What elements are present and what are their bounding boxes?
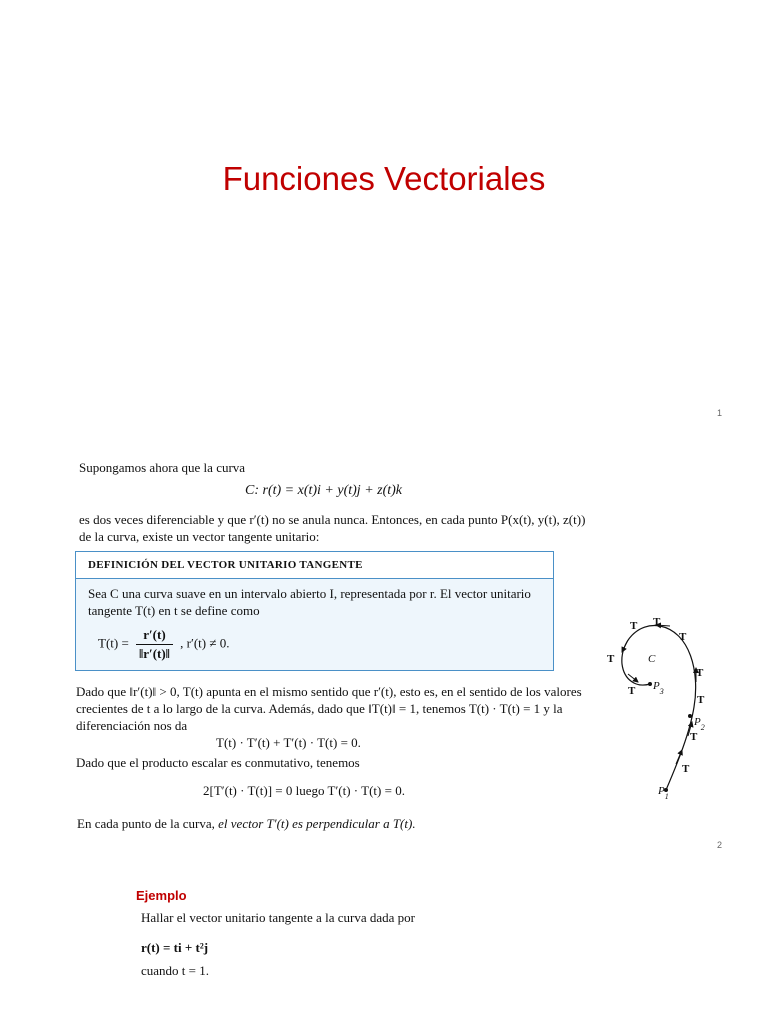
definition-text: Sea C una curva suave en un intervalo abierto I, representada por r. El vector unitario tangente T(t) en t se define como: [88, 586, 531, 618]
tangent-label: T: [690, 731, 698, 743]
tangent-label: T: [697, 694, 705, 706]
curve-equation: C: r(t) = x(t)i + y(t)j + z(t)k: [245, 483, 403, 498]
conclusion-text: [77, 815, 416, 832]
description-text: es dos veces diferenciable y que r′(t) no se anula nunca. Entonces, en cada punto P(x(t), y(t), z(t)) de la curva, existe un vector tangente unitario:: [79, 512, 586, 544]
page-number: 2: [717, 840, 723, 850]
point-label-p3: $P_3$: [653, 680, 664, 696]
tangent-label: T: [653, 616, 661, 628]
tangent-label: T: [682, 763, 690, 775]
point-label-p1: $P_1$: [658, 785, 669, 801]
conclusion-italic: el vector T′(t) es perpendicular a T(t).: [218, 816, 416, 831]
tangent-label: T: [628, 685, 636, 697]
formula-numerator: r′(t): [136, 627, 173, 645]
tangent-label: T: [696, 667, 704, 679]
curve-label: C: [648, 653, 656, 665]
definition-box: [75, 551, 554, 671]
equation-1: T(t) · T′(t) + T′(t) · T(t) = 0.: [216, 735, 361, 750]
paragraph-2: Dado que el producto escalar es conmutativo, tenemos: [76, 755, 360, 770]
tangent-arrow: [628, 674, 638, 682]
conclusion-prefix: En cada punto de la curva,: [77, 816, 219, 831]
tangent-arrow: [622, 640, 628, 652]
paragraph-1: Dado que ‖r′(t)‖ > 0, T(t) apunta en el mismo sentido que r′(t), esto es, en el sentido de los valores crecientes de t a lo largo de la curva. Además, dado que ‖T(t)‖ = 1, tenemos T(t) · T(t) = 1 y la diferenciación nos da: [76, 684, 582, 733]
tangent-vector-formula: [98, 627, 229, 662]
tangent-curve-figure: [598, 612, 723, 802]
example-condition: cuando t = 1.: [141, 963, 209, 978]
example-label: Ejemplo: [136, 888, 187, 903]
point-p3: [648, 682, 652, 686]
intro-text: Supongamos ahora que la curva: [79, 460, 246, 475]
definition-header: DEFINICIÓN DEL VECTOR UNITARIO TANGENTE: [76, 552, 553, 579]
slide-title: Funciones Vectoriales: [222, 160, 546, 197]
equation-2: 2[T′(t) · T(t)] = 0 luego T′(t) · T(t) = 0.: [203, 783, 405, 798]
point-label-p2: $P_2$: [694, 716, 705, 732]
formula-condition: , r′(t) ≠ 0.: [180, 635, 230, 651]
example-equation: r(t) = ti + t²j: [141, 940, 209, 955]
tangent-arrow: [676, 750, 682, 764]
formula-fraction: [136, 627, 173, 662]
tangent-label: T: [607, 653, 615, 665]
tangent-label: T: [679, 631, 687, 643]
formula-denominator: ‖r′(t)‖: [139, 646, 170, 661]
example-text: Hallar el vector unitario tangente a la curva dada por: [141, 910, 415, 925]
page-number: 1: [717, 408, 723, 418]
point-p2: [688, 714, 692, 718]
tangent-label: T: [630, 620, 638, 632]
formula-lhs: T(t) =: [98, 635, 129, 651]
